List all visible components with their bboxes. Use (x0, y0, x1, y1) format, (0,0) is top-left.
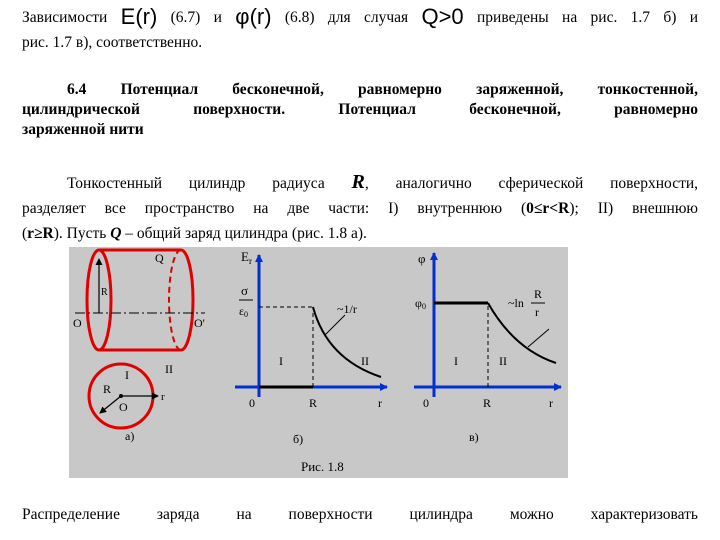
circle-label-O: O (119, 400, 128, 414)
graph-phi-curve-pointer (528, 329, 549, 347)
graph-phi-tick-R: R (483, 396, 492, 410)
text: (6.8) для случая (284, 9, 409, 26)
graph-phi-phi0: φ0 (415, 296, 426, 311)
graph-E-xlabel: r (378, 396, 382, 410)
figure-svg (69, 247, 568, 478)
formula-Q: Q>0 (421, 4, 464, 29)
region-II-label: II (165, 362, 173, 376)
graph-E (235, 249, 387, 446)
text: Тонкостенный цилиндр радиуса (67, 175, 325, 192)
para2-line2 (22, 199, 698, 219)
panel-label-b: б) (293, 432, 304, 446)
cyl-label-Q: Q (155, 251, 164, 265)
circle-label-R: R (103, 382, 112, 396)
text: (6.7) и (170, 9, 222, 26)
graph-phi (414, 251, 561, 444)
graph-E-curve-label: ~1/r (337, 302, 357, 316)
text: ). Пусть (53, 225, 107, 242)
condition-outer: r≥R (27, 225, 54, 242)
graph-phi-xlabel: r (549, 396, 553, 410)
cylinder-right-rim-front (181, 250, 193, 350)
cylinder-drawing (73, 250, 205, 350)
cross-section-drawing (89, 362, 173, 443)
para2-line3 (22, 224, 698, 244)
radius-arrow-2 (100, 396, 121, 413)
section-heading-line2: цилиндрической поверхности. Потенциал бесконечной, равномерно (22, 101, 698, 118)
graph-E-tick-R: R (309, 396, 318, 410)
graph-phi-region-II: II (499, 354, 507, 368)
text: приведены на рис. 1.7 б) и (477, 9, 699, 26)
graph-E-region-I: I (279, 354, 283, 368)
text: разделяет все пространство на две части: I) внутреннюю ( (22, 200, 527, 217)
condition-inner: 0≤r<R (526, 200, 570, 217)
text: ); II) внешнюю (569, 200, 698, 217)
section-heading-line3: заряженной нити (22, 121, 144, 138)
text: – общий заряд цилиндра (рис. 1.8 а). (125, 225, 367, 242)
region-I-label: I (125, 368, 129, 382)
cyl-label-O: O (73, 316, 82, 330)
graph-phi-ln: ~ln (508, 296, 524, 310)
text: , аналогично сферической поверхности, (364, 175, 699, 192)
graph-E-curve (313, 307, 381, 377)
graph-phi-frac-den: r (535, 305, 539, 319)
graph-E-curve-pointer (325, 315, 345, 335)
text: Зависимости (22, 9, 108, 26)
formula-phi: φ(r) (235, 4, 272, 29)
symbol-R: R (351, 171, 365, 193)
figure-caption: Рис. 1.8 (301, 459, 344, 474)
graph-E-sigma: σ (241, 283, 249, 298)
graph-E-eps: ε0 (239, 304, 249, 319)
section-heading-line1: 6.4 Потенциал бесконечной, равномерно заряженной, тонкостенной, (67, 81, 698, 98)
para1-line2: рис. 1.7 в), соответственно. (22, 34, 203, 51)
symbol-Q: Q (110, 225, 122, 242)
para3-line1: Распределение заряда на поверхности цилиндра можно характеризовать (22, 506, 698, 523)
graph-phi-region-I: I (454, 354, 458, 368)
graph-E-region-II: II (361, 354, 369, 368)
graph-phi-origin: 0 (423, 396, 429, 410)
formula-E: E(r) (120, 4, 158, 29)
panel-label-c: в) (469, 430, 479, 444)
center-dot (119, 394, 123, 398)
para1-line1 (22, 4, 699, 29)
graph-E-ylabel: $E_r$ (241, 249, 252, 266)
cyl-label-R: R (101, 287, 108, 298)
graph-phi-frac-num: R (534, 287, 543, 301)
para2-line1 (22, 172, 698, 194)
graph-E-origin: 0 (249, 396, 255, 410)
text: ( (22, 225, 28, 242)
cylinder-right-rim-back (169, 250, 181, 350)
graph-phi-ylabel: φ (418, 251, 426, 266)
circle-label-r: r (161, 391, 165, 403)
panel-label-a: а) (125, 429, 135, 443)
figure-1-8 (69, 247, 568, 478)
cyl-label-Oprime: O' (194, 316, 205, 330)
